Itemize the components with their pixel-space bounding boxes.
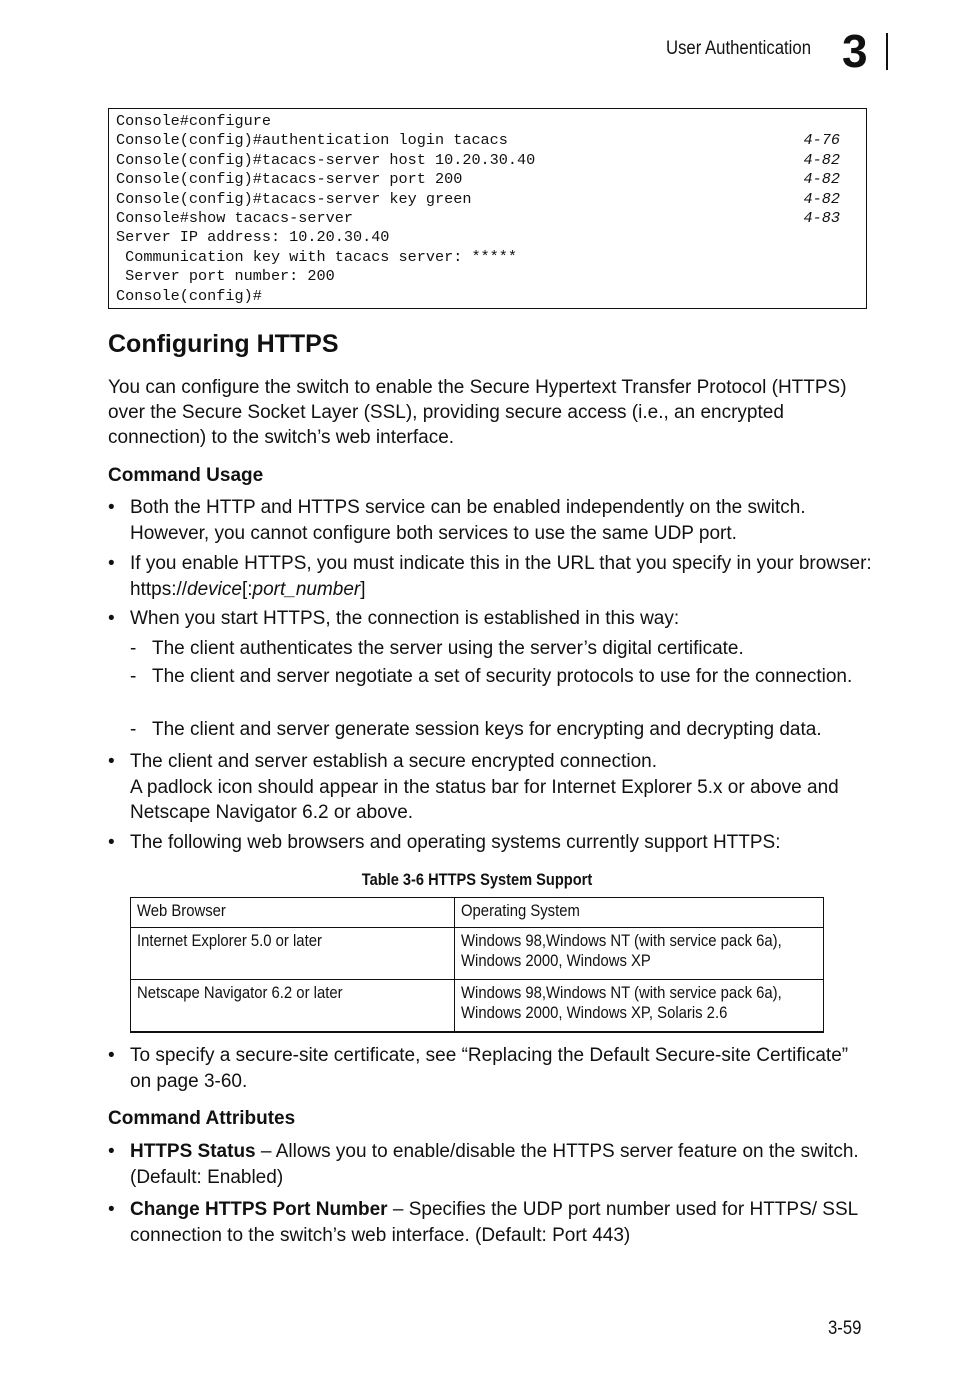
running-header: User Authentication — [666, 38, 811, 59]
bullet-text-part: [: — [241, 578, 253, 600]
sub-item-text: The client authenticates the server using the server’s digital certificate. — [152, 638, 744, 659]
code-text: Server IP address: 10.20.30.40 — [116, 228, 390, 247]
browser-name: Internet Explorer 5.0 or later — [137, 932, 322, 950]
code-text: Communication key with tacacs server: ***** — [116, 247, 518, 266]
bullet-text: When you start HTTPS, the connection is established in this way: — [130, 608, 680, 629]
list-item — [108, 606, 873, 632]
browser-name: Netscape Navigator 6.2 or later — [137, 984, 343, 1002]
dash-marker: - — [130, 719, 137, 740]
table-header-row — [131, 898, 824, 928]
chapter-rule — [886, 33, 888, 70]
code-line — [116, 209, 856, 228]
sub-list-item — [130, 717, 875, 743]
bullet-icon: • — [108, 832, 115, 853]
code-line — [116, 151, 856, 170]
attribute-description: – Specifies the UDP port number used for HTTPS/ SSL connection to the switch’s web interface. (Default: Port 443) — [130, 1199, 858, 1246]
os-line: Windows 2000, Windows XP, Solaris 2.6 — [460, 1003, 727, 1022]
bullet-text — [130, 1197, 873, 1248]
code-page-ref: 4-82 — [803, 189, 840, 208]
table-header-cell — [454, 898, 823, 928]
code-line — [116, 112, 856, 131]
code-text: Console#configure — [116, 112, 271, 130]
code-text: Console(config)# — [116, 286, 262, 305]
list-item — [108, 749, 873, 826]
table-cell — [131, 928, 455, 980]
intro-paragraph: You can configure the switch to enable the Secure Hypertext Transfer Protocol (HTTPS) over the Secure Socket Layer (SSL), providing secure access (i.e., an encrypted connection) to the switch’s web interface. — [108, 377, 847, 448]
code-text: Console(config)#tacacs-server host 10.20.30.40 — [116, 150, 536, 169]
list-item — [108, 1139, 873, 1190]
list-item — [108, 495, 873, 546]
bullet-icon: • — [108, 1045, 115, 1066]
os-list — [461, 932, 782, 971]
bullet-icon: • — [108, 608, 115, 629]
code-text: Console(config)#tacacs-server key green — [116, 189, 472, 208]
table-header-text: Operating System — [460, 902, 580, 920]
table-caption-text: Table 3-6 HTTPS System Support — [361, 870, 592, 889]
dash-marker: - — [130, 638, 137, 659]
os-line: Windows 98,Windows NT (with service pack 6a), — [460, 984, 782, 1002]
code-line — [116, 131, 856, 150]
bullet-text-part: If you enable HTTPS, you must indicate this in the URL that you specify in your browser: https:// — [130, 553, 872, 600]
bullet-icon: • — [108, 1199, 115, 1220]
page-number — [828, 1318, 866, 1340]
https-support-table — [130, 897, 824, 1033]
code-line — [116, 248, 856, 267]
bullet-icon: • — [108, 1141, 115, 1162]
url-port-placeholder: port_number — [252, 578, 361, 600]
table-cell — [131, 980, 455, 1033]
list-item — [108, 830, 873, 856]
bullet-text-line: The client and server establish a secure encrypted connection. — [130, 751, 658, 772]
dash-marker: - — [130, 666, 137, 687]
command-usage-heading: Command Usage — [108, 465, 264, 486]
attribute-name: Change HTTPS Port Number — [130, 1199, 388, 1220]
bullet-icon: • — [108, 751, 115, 772]
table-header-cell — [131, 898, 455, 928]
table-row — [131, 928, 824, 980]
page-number-text: 3-59 — [828, 1318, 862, 1339]
sub-list-item — [130, 636, 875, 662]
code-page-ref: 4-82 — [803, 150, 840, 169]
list-item — [108, 1197, 873, 1248]
code-text: Console(config)#authentication login tacacs — [116, 131, 508, 150]
command-attributes-heading: Command Attributes — [108, 1108, 296, 1129]
bullet-text: Both the HTTP and HTTPS service can be enabled independently on the switch. However, you cannot configure both services to use the same UDP port. — [130, 497, 806, 544]
bullet-text — [130, 1139, 873, 1190]
code-text: Console(config)#tacacs-server port 200 — [116, 170, 463, 189]
code-example — [108, 108, 867, 309]
code-line — [116, 267, 856, 286]
code-page-ref: 4-82 — [803, 170, 840, 189]
table-header-text: Web Browser — [137, 902, 226, 920]
table-row — [131, 980, 824, 1033]
list-item — [108, 551, 873, 602]
table-caption — [130, 869, 823, 891]
code-page-ref: 4-83 — [803, 209, 840, 227]
url-device-placeholder: device — [187, 578, 242, 600]
bullet-text-part: ] — [360, 578, 366, 600]
bullet-icon: • — [108, 553, 115, 574]
list-item — [108, 1043, 873, 1094]
code-line — [116, 190, 856, 209]
sub-item-text: The client and server generate session keys for encrypting and decrypting data. — [152, 719, 822, 740]
bullet-text-line: A padlock icon should appear in the status bar for Internet Explorer 5.x or above and Netscape Navigator 6.2 or above. — [130, 776, 839, 823]
attribute-name: HTTPS Status — [130, 1141, 256, 1162]
code-text: Console#show tacacs-server — [116, 209, 353, 227]
sub-item-text: The client and server negotiate a set of security protocols to use for the connection. — [152, 666, 853, 687]
code-text: Server port number: 200 — [116, 267, 335, 286]
code-line — [116, 170, 856, 189]
code-line — [116, 228, 856, 247]
bullet-text: The following web browsers and operating systems currently support HTTPS: — [130, 832, 781, 853]
attribute-description: – Allows you to enable/disable the HTTPS server feature on the switch. (Default: Enabled) — [130, 1141, 859, 1188]
bullet-text — [130, 749, 873, 826]
code-line — [116, 287, 856, 306]
sub-list-item — [130, 664, 875, 690]
table-cell — [454, 980, 823, 1033]
os-line: Windows 2000, Windows XP — [460, 951, 651, 970]
bullet-text — [130, 551, 873, 602]
bullet-text: To specify a secure-site certificate, see “Replacing the Default Secure-site Certificate” on page 3-60. — [130, 1045, 849, 1092]
bullet-icon: • — [108, 497, 115, 518]
os-line: Windows 98,Windows NT (with service pack 6a), — [460, 932, 782, 950]
section-title: Configuring HTTPS — [108, 330, 339, 358]
table-cell — [454, 928, 823, 980]
code-page-ref: 4-76 — [803, 131, 840, 150]
os-list — [461, 984, 782, 1023]
chapter-number: 3 — [842, 25, 866, 77]
